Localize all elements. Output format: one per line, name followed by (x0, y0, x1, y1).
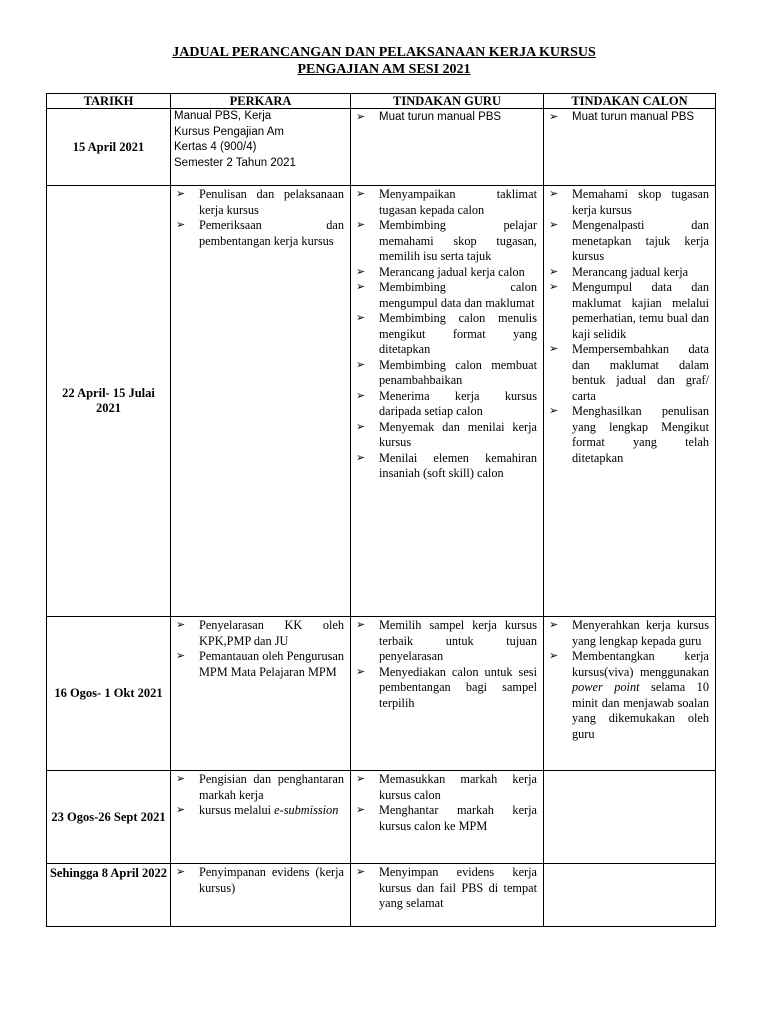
list-item-text: Pengisian dan penghantaran markah kerja (199, 772, 344, 802)
list-item-text: Penyimpanan evidens (kerja kursus) (199, 865, 344, 895)
list-item-text: Pemeriksaan dan pembentangan kerja kursus (199, 218, 344, 248)
list-item (356, 389, 537, 420)
list-item (176, 803, 344, 819)
arrow-bullet-icon: ➢ (176, 619, 186, 631)
guru-cell (351, 617, 544, 771)
list-item (549, 218, 709, 265)
table-row (47, 186, 716, 617)
list-item-text: Muat turun manual PBS (379, 111, 502, 123)
arrow-bullet-icon: ➢ (549, 405, 559, 417)
list-item-text: Memilih sampel kerja kursus terbaik untuk tujuan penyelarasan (379, 618, 537, 663)
arrow-bullet-icon: ➢ (356, 420, 366, 433)
calon-cell (544, 864, 716, 927)
arrow-bullet-icon: ➢ (356, 111, 366, 123)
list-item-text: Memahami skop tugasan kerja kursus (572, 187, 709, 217)
guru-cell (351, 864, 544, 927)
arrow-bullet-icon: ➢ (176, 219, 186, 231)
arrow-bullet-icon: ➢ (549, 281, 559, 293)
list-item (549, 618, 709, 649)
table-row (47, 617, 716, 771)
arrow-bullet-icon: ➢ (549, 265, 559, 278)
arrow-bullet-icon: ➢ (356, 188, 366, 200)
arrow-bullet-icon: ➢ (356, 312, 366, 324)
list-item-text: Menghantar markah kerja kursus calon ke MPM (379, 803, 537, 833)
perkara-line: Semester 2 Tahun 2021 (174, 156, 296, 169)
arrow-bullet-icon: ➢ (356, 773, 366, 785)
date-cell: 16 Ogos- 1 Okt 2021 (47, 617, 171, 771)
arrow-bullet-icon: ➢ (356, 619, 366, 631)
list-item (356, 451, 537, 482)
list-item-text: Mempersembahkan data dan maklumat dalam bentuk jadual dan graf/ carta (572, 342, 709, 403)
table-row (47, 864, 716, 927)
arrow-bullet-icon: ➢ (356, 451, 366, 464)
list-item (356, 772, 537, 803)
arrow-bullet-icon: ➢ (549, 219, 559, 231)
perkara-cell (171, 771, 351, 864)
perkara-cell (171, 186, 351, 617)
arrow-bullet-icon: ➢ (356, 219, 366, 231)
table-row (47, 771, 716, 864)
header-tindakan-guru: TINDAKAN GURU (351, 94, 544, 109)
schedule-table (46, 93, 716, 927)
list-item (176, 649, 344, 680)
arrow-bullet-icon: ➢ (176, 866, 186, 878)
header-perkara: PERKARA (171, 94, 351, 109)
arrow-bullet-icon: ➢ (356, 665, 366, 678)
list-item (176, 218, 344, 249)
italic-term: power point (572, 680, 640, 694)
list-item (176, 618, 344, 649)
list-item (549, 280, 709, 342)
header-tindakan-calon: TINDAKAN CALON (544, 94, 716, 109)
guru-cell (351, 109, 544, 186)
calon-cell (544, 109, 716, 186)
list-item-text: Menyediakan calon untuk sesi pembentangan bagi sampel terpilih (379, 664, 537, 710)
list-item (356, 803, 537, 834)
list-item (176, 772, 344, 803)
list-item-text: kursus melalui e-submission (199, 803, 339, 817)
date-cell: 15 April 2021 (47, 109, 171, 186)
perkara-line: Kursus Pengajian Am (174, 125, 284, 138)
arrow-bullet-icon: ➢ (356, 866, 366, 878)
list-item-text: Menyerahkan kerja kursus yang lengkap kepada guru (572, 618, 709, 648)
list-item (356, 665, 537, 712)
list-item (176, 865, 344, 896)
list-item-text: Menerima kerja kursus daripada setiap calon (379, 388, 537, 418)
guru-cell (351, 771, 544, 864)
list-item-text: Menyimpan evidens kerja kursus dan fail PBS di tempat yang selamat (379, 865, 537, 910)
arrow-bullet-icon: ➢ (549, 188, 559, 200)
arrow-bullet-icon: ➢ (356, 389, 366, 402)
list-item (356, 110, 537, 126)
list-item-text: Penulisan dan pelaksanaan kerja kursus (199, 187, 344, 217)
list-item-text: Penyelarasan KK oleh KPK,PMP dan JU (199, 618, 344, 648)
date-cell: Sehingga 8 April 2022 (47, 864, 171, 927)
list-item-text: Membentangkan kerja kursus(viva) menggunakan power point selama 10 minit dan menjawab soalan yang dikemukakan oleh guru (572, 649, 709, 741)
guru-cell (351, 186, 544, 617)
date-cell: 23 Ogos-26 Sept 2021 (47, 771, 171, 864)
calon-cell (544, 617, 716, 771)
list-item-text: Membimbing calon menulis mengikut format yang ditetapkan (379, 311, 537, 356)
arrow-bullet-icon: ➢ (356, 281, 366, 293)
perkara-cell (171, 109, 351, 186)
list-item-text: Memasukkan markah kerja kursus calon (379, 772, 537, 802)
list-item-text: Membimbing calon mengumpul data dan maklumat (379, 280, 537, 310)
list-item-text: Muat turun manual PBS (572, 111, 695, 123)
table-header-row (47, 94, 716, 109)
list-item-text: Mengumpul data dan maklumat kajian melalui pemerhatian, temu bual dan kaji selidik (572, 280, 709, 341)
arrow-bullet-icon: ➢ (356, 358, 366, 371)
list-item (356, 280, 537, 311)
list-item-text: Merancang jadual kerja calon (379, 264, 525, 279)
list-item (549, 187, 709, 218)
list-item-text: Menyampaikan taklimat tugasan kepada calon (379, 187, 537, 217)
list-item (356, 218, 537, 265)
arrow-bullet-icon: ➢ (176, 188, 186, 200)
arrow-bullet-icon: ➢ (549, 650, 559, 662)
table-row (47, 109, 716, 186)
page-title-line2: PENGAJIAN AM SESI 2021 (297, 62, 471, 77)
list-item (176, 187, 344, 218)
list-item (356, 187, 537, 218)
list-item (356, 265, 537, 281)
list-item (549, 342, 709, 404)
arrow-bullet-icon: ➢ (356, 804, 366, 816)
list-item-text: Membimbing pelajar memahami skop tugasan, memilih isu serta tajuk (379, 218, 537, 263)
page-title-line1: JADUAL PERANCANGAN DAN PELAKSANAAN KERJA KURSUS (172, 45, 596, 60)
list-item-text: Mengenalpasti dan menetapkan tajuk kerja kursus (572, 218, 709, 263)
perkara-line: Kertas 4 (900/4) (174, 141, 257, 153)
list-item (356, 311, 537, 358)
arrow-bullet-icon: ➢ (549, 619, 559, 631)
list-item-text: Menilai elemen kemahiran insaniah (soft skill) calon (379, 450, 537, 480)
perkara-line: Manual PBS, Kerja (174, 110, 272, 122)
calon-cell (544, 186, 716, 617)
list-item-text: Merancang jadual kerja (572, 264, 689, 279)
perkara-cell (171, 864, 351, 927)
list-item (549, 649, 709, 742)
list-item (356, 618, 537, 665)
list-item-text: Membimbing calon membuat penambahbaikan (379, 357, 537, 387)
italic-term: e-submission (274, 803, 339, 817)
arrow-bullet-icon: ➢ (549, 343, 559, 355)
arrow-bullet-icon: ➢ (176, 773, 186, 785)
list-item-text: Menghasilkan penulisan yang lengkap Mengikut format yang telah ditetapkan (572, 404, 709, 465)
list-item-text: Menyemak dan menilai kerja kursus (379, 419, 537, 449)
calon-cell (544, 771, 716, 864)
list-item (549, 265, 709, 281)
list-item (356, 420, 537, 451)
list-item-text: Pemantauan oleh Pengurusan MPM Mata Pelajaran MPM (199, 649, 344, 679)
arrow-bullet-icon: ➢ (176, 650, 186, 662)
arrow-bullet-icon: ➢ (549, 111, 559, 123)
list-item (356, 865, 537, 912)
header-tarikh: TARIKH (47, 94, 171, 109)
arrow-bullet-icon: ➢ (356, 265, 366, 278)
arrow-bullet-icon: ➢ (176, 804, 186, 816)
list-item (356, 358, 537, 389)
list-item (549, 404, 709, 466)
perkara-cell (171, 617, 351, 771)
list-item (549, 110, 709, 126)
date-cell: 22 April- 15 Julai 2021 (47, 186, 171, 617)
